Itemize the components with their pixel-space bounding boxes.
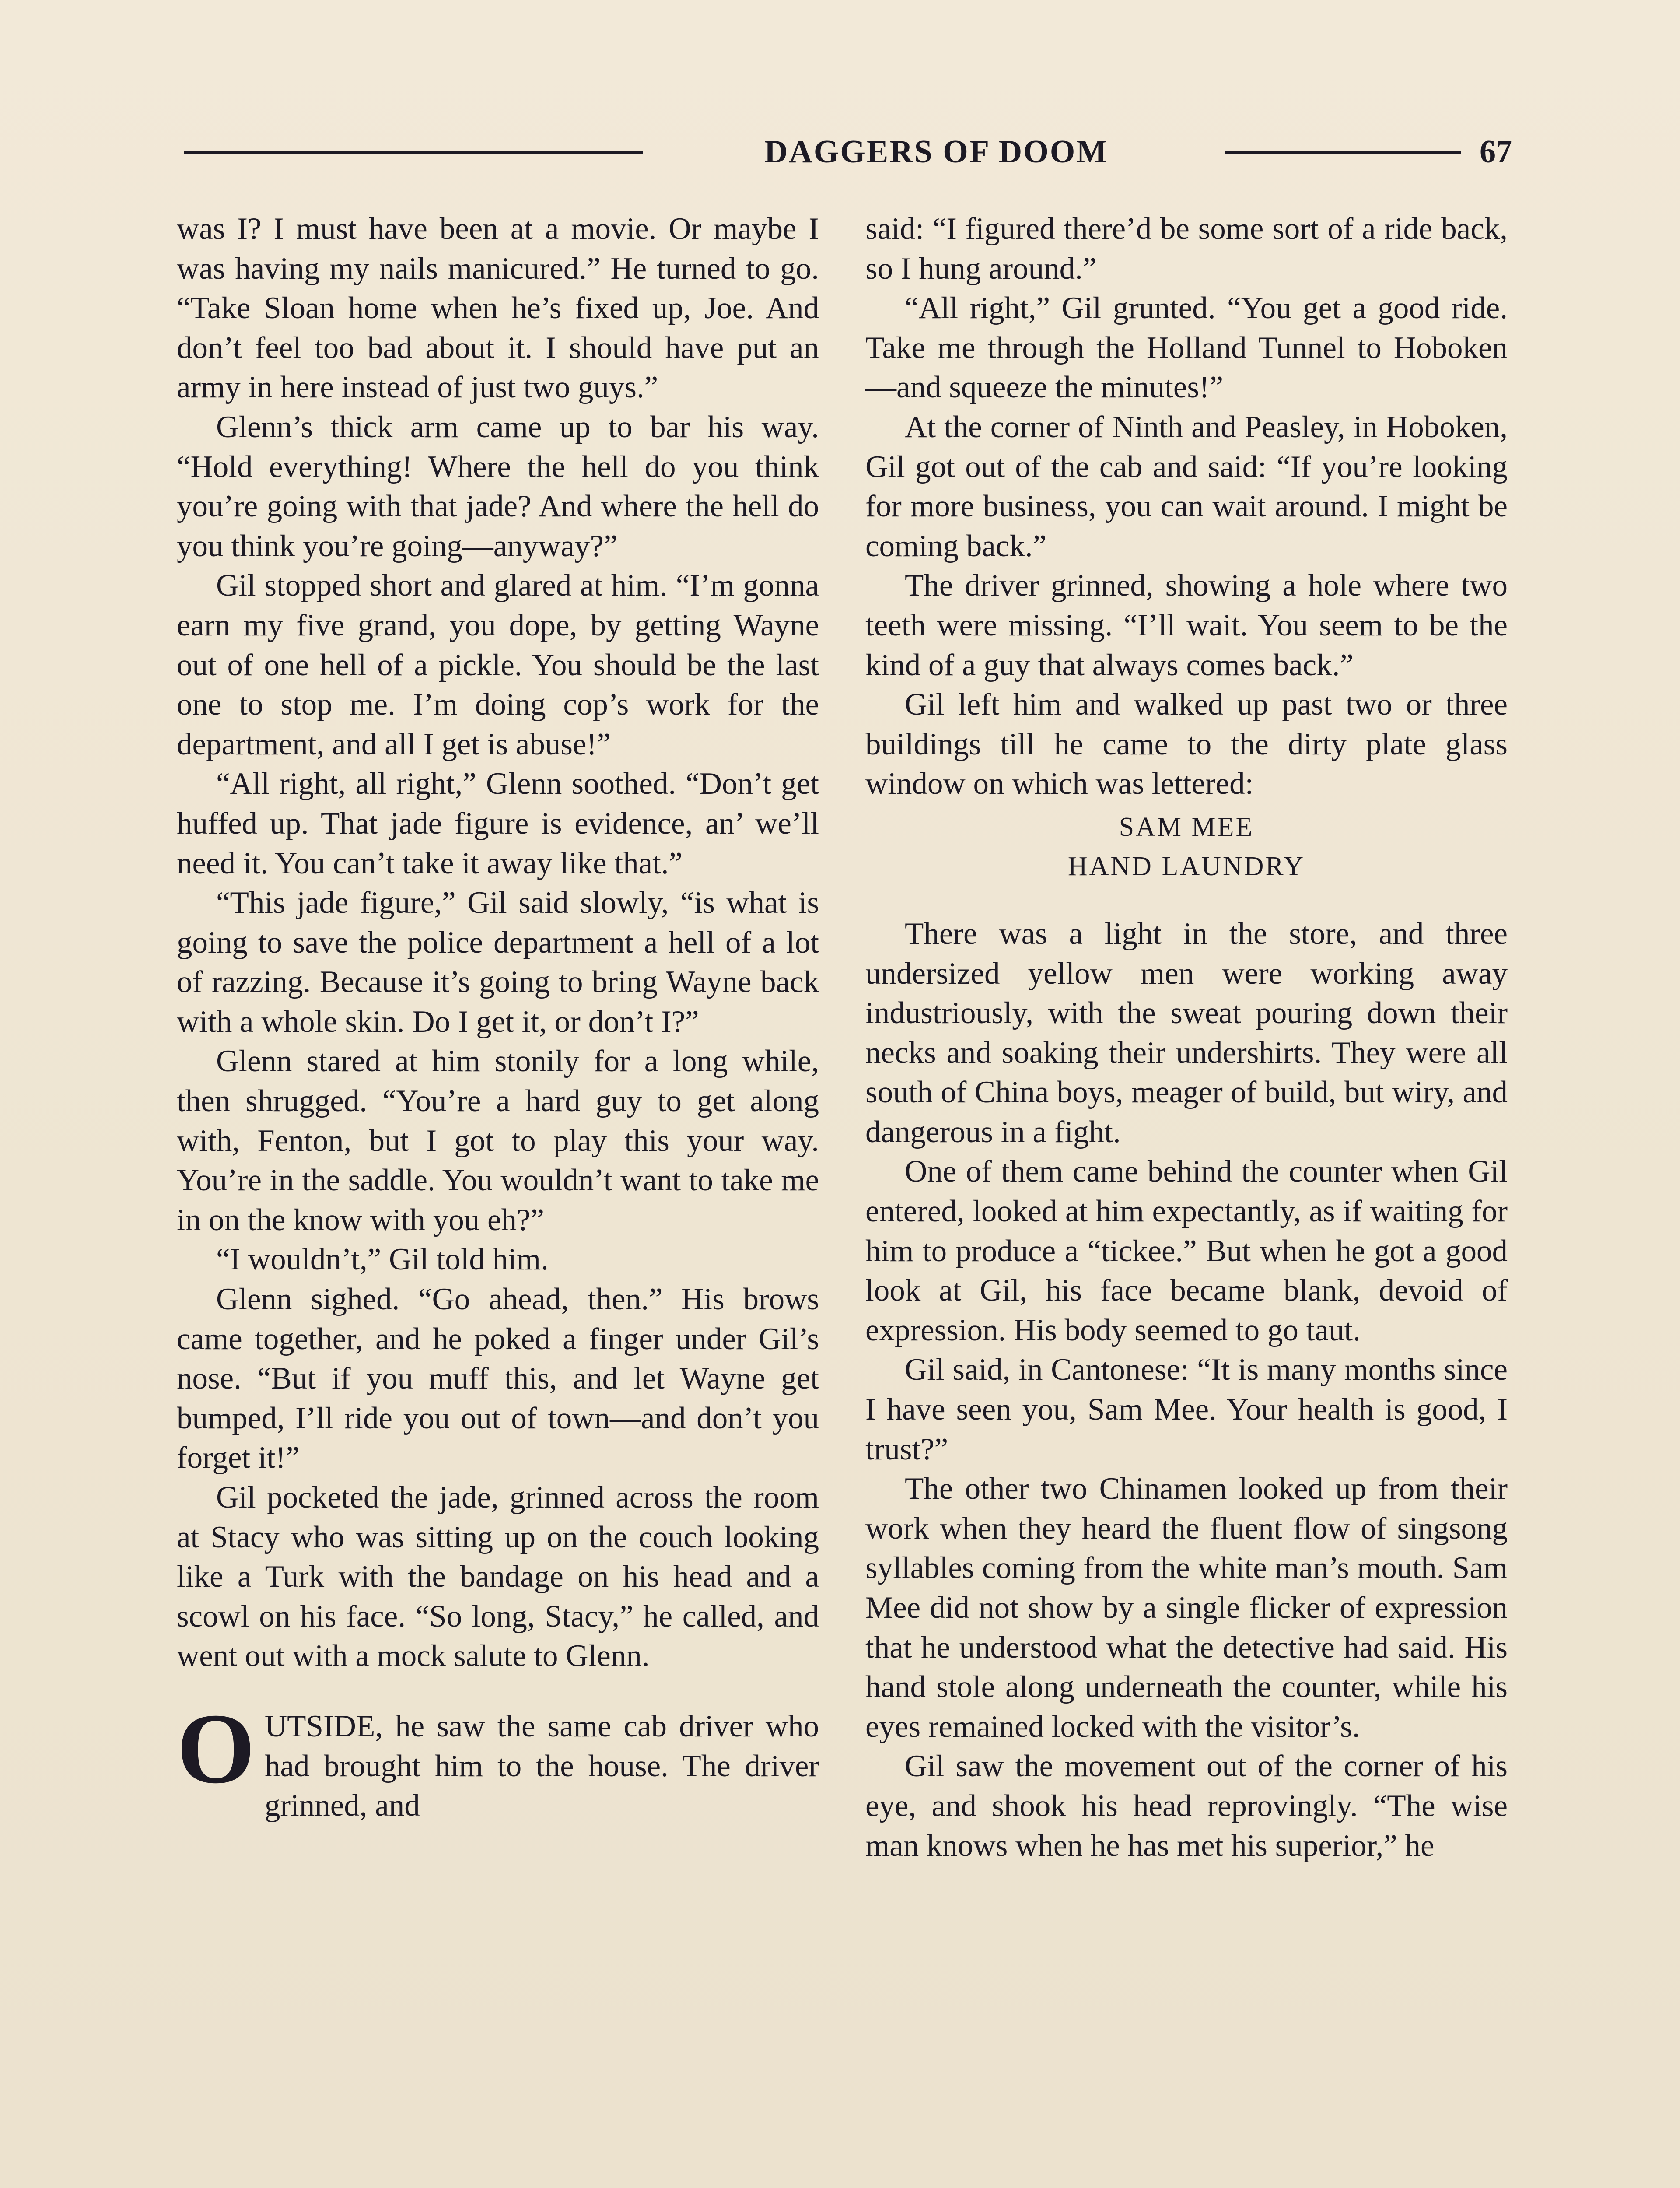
header-rule-right [1225, 151, 1461, 154]
paragraph: Glenn stared at him stonily for a long while, then shrugged. “You’re a hard guy to get along with, Fenton, but I got to play this your way. You’re in the saddle. You wouldn’t want to take me in on the know with you eh?” [177, 1044, 819, 1237]
paragraph: The driver grinned, showing a hole where two teeth were missing. “I’ll wait. You seem to be the kind of a guy that always comes back.” [865, 568, 1508, 682]
drop-cap: O [177, 1692, 255, 1804]
paragraph: Glenn sighed. “Go ahead, then.” His brows came together, and he poked a finger under Gil’s nose. “But if you muff this, and let Wayne get bumped, I’ll ride you out of town—and don’t you forget it!” [177, 1282, 819, 1475]
section-start-paragraph [177, 1692, 819, 1826]
left-column [177, 209, 819, 1826]
story-title: DAGGERS OF DOOM [764, 134, 1109, 170]
paragraph: “All right, all right,” Glenn soothed. “Don’t get huffed up. That jade figure is evidence, an’ we’ll need it. You can’t take it away like that.” [177, 767, 819, 880]
page-number: 67 [1480, 134, 1512, 170]
paragraph: The other two Chinamen looked up from their work when they heard the fluent flow of singsong syllables coming from the white man’s mouth. Sam Mee did not show by a single flicker of expression that he understood what the detective had said. His hand stole along underneath the counter, while his eyes remained locked with the visitor’s. [865, 1472, 1508, 1744]
paragraph: said: “I figured there’d be some sort of a ride back, so I hung around.” [865, 212, 1508, 286]
paragraph: Gil said, in Cantonese: “It is many months since I have seen you, Sam Mee. Your health is good, I trust?” [865, 1353, 1508, 1466]
paragraph: At the corner of Ninth and Peasley, in Hoboken, Gil got out of the cab and said: “If you’re looking for more business, you can wait around. I might be coming back.” [865, 410, 1508, 563]
sign-line-name: SAM MEE [1119, 812, 1254, 842]
section-start-text: UTSIDE, he saw the same cab driver who had brought him to the house. The driver grinned, and [264, 1709, 819, 1823]
paragraph: “This jade figure,” Gil said slowly, “is what is going to save the police department a hell of a lot of razzing. Because it’s going to bring Wayne back with a whole skin. Do I get it, or don’t I?” [177, 886, 819, 1039]
laundry-sign [865, 807, 1508, 886]
paragraph: Glenn’s thick arm came up to bar his way. “Hold everything! Where the hell do you think you’re going with that jade? And where the hell do you think you’re going—anyway?” [177, 410, 819, 563]
right-column [865, 209, 1508, 1865]
paragraph: Gil pocketed the jade, grinned across the room at Stacy who was sitting up on the couch looking like a Turk with the bandage on his head and a scowl on his face. “So long, Stacy,” he called, and went out with a mock salute to Glenn. [177, 1480, 819, 1673]
paragraph: One of them came behind the counter when Gil entered, looked at him expectantly, as if waiting for him to produce a “tickee.” But when he got a good look at Gil, his face became blank, devoid of expression. His body seemed to go taut. [865, 1154, 1508, 1347]
paragraph: There was a light in the store, and three undersized yellow men were working away industriously, with the sweat pouring down their necks and soaking their undershirts. They were all south of China boys, meager of build, but wiry, and dangerous in a fight. [865, 916, 1508, 1149]
paragraph: Gil stopped short and glared at him. “I’m gonna earn my five grand, you dope, by getting Wayne out of one hell of a pickle. You should be the last one to stop me. I’m doing cop’s work for the department, and all I get is abuse!” [177, 568, 819, 761]
header-rule-left [184, 151, 643, 154]
sign-line-business: HAND LAUNDRY [1068, 851, 1306, 881]
paragraph: was I? I must have been at a movie. Or maybe I was having my nails manicured.” He turned to go. “Take Sloan home when he’s fixed up, Joe. And don’t feel too bad about it. I should have put an army in here instead of just two guys.” [177, 212, 819, 405]
paragraph: “I wouldn’t,” Gil told him. [216, 1242, 549, 1277]
paragraph: Gil saw the movement out of the corner of his eye, and shook his head reprovingly. “The wise man knows when he has met his superior,” he [865, 1749, 1508, 1863]
paragraph: Gil left him and walked up past two or three buildings till he came to the dirty plate glass window on which was lettered: [865, 687, 1508, 801]
paragraph: “All right,” Gil grunted. “You get a good ride. Take me through the Holland Tunnel to Hoboken—and squeeze the minutes!” [865, 291, 1508, 405]
running-header [184, 128, 1512, 176]
